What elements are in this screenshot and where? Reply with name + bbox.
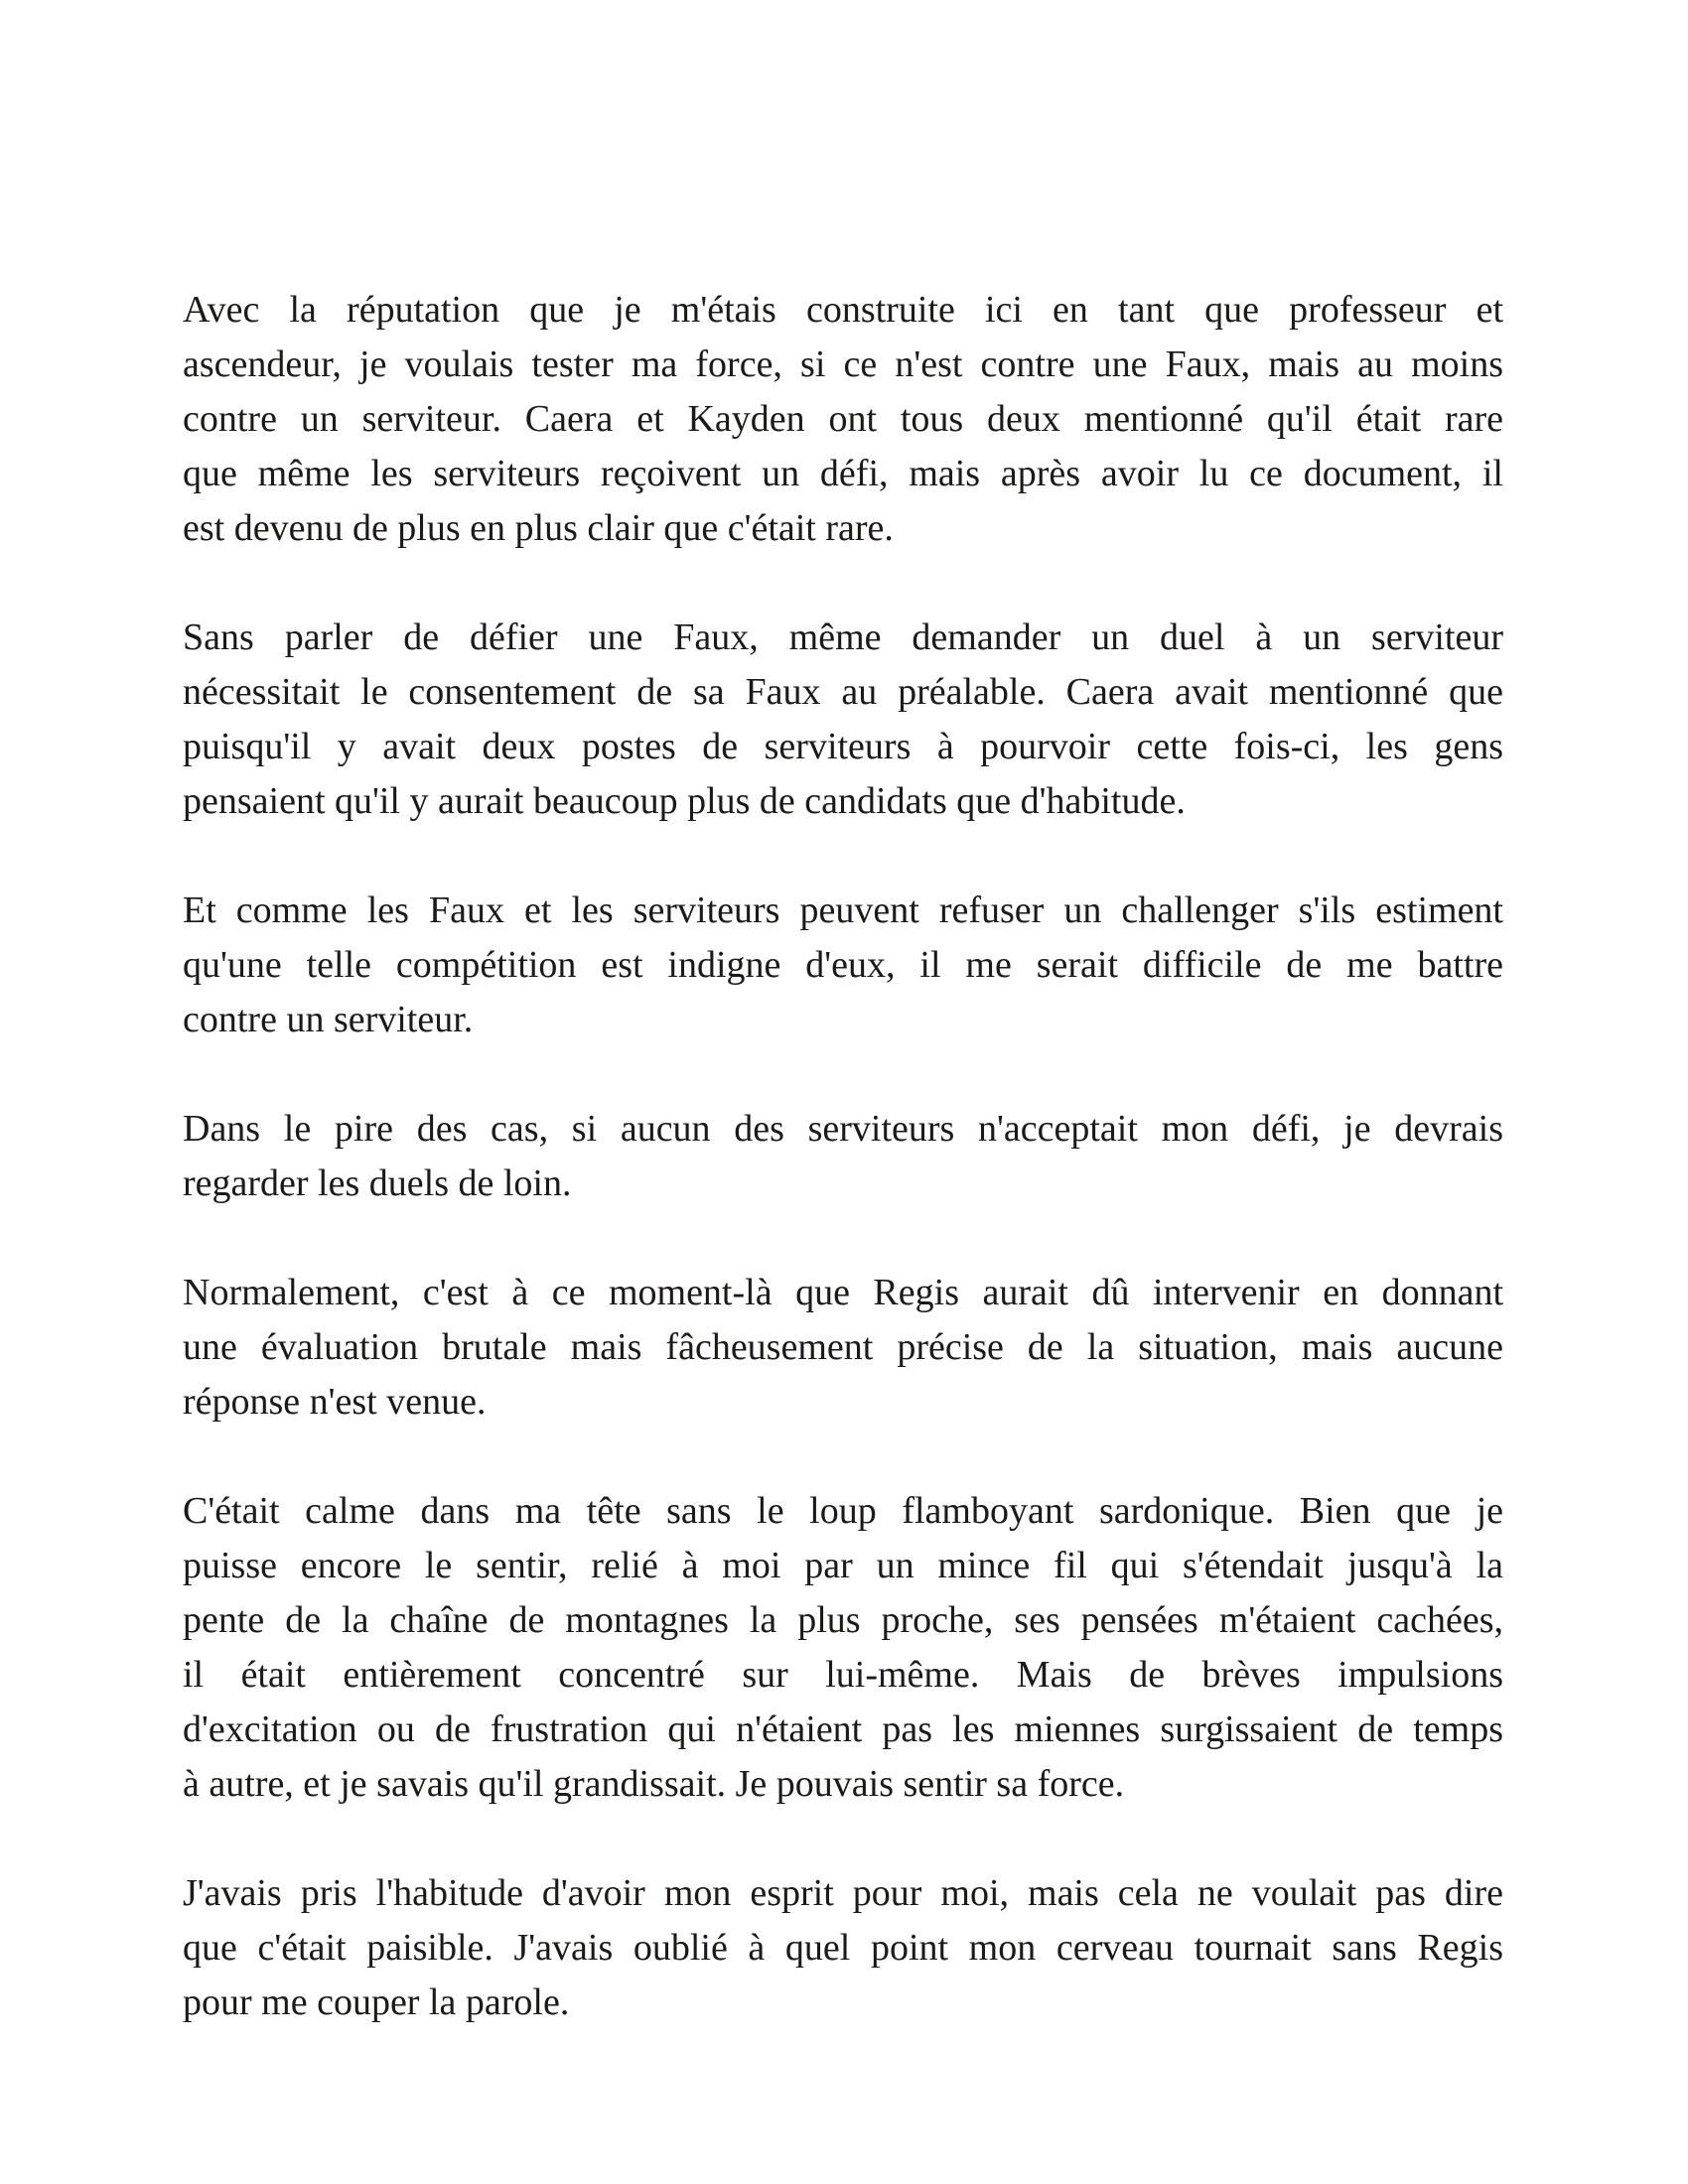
paragraph-4	[183, 1102, 1503, 1211]
paragraph-6	[183, 1484, 1503, 1812]
text-line: Avec la réputation que je m'étais construite ici en tant que professeur et	[183, 289, 1503, 331]
text-line: nécessitait le consentement de sa Faux au préalable. Caera avait mentionné que	[183, 671, 1503, 713]
text-line: Et comme les Faux et les serviteurs peuvent refuser un challenger s'ils estiment	[183, 889, 1503, 931]
paragraph-2	[183, 611, 1503, 829]
text-line: regarder les duels de loin.	[183, 1162, 572, 1204]
text-line: pente de la chaîne de montagnes la plus proche, ses pensées m'étaient cachées,	[183, 1599, 1503, 1641]
text-line: ascendeur, je voulais tester ma force, si ce n'est contre une Faux, mais au moins	[183, 343, 1503, 385]
text-line: contre un serviteur. Caera et Kayden ont tous deux mentionné qu'il était rare	[183, 398, 1503, 440]
text-line: à autre, et je savais qu'il grandissait. Je pouvais sentir sa force.	[183, 1763, 1125, 1805]
paragraph-5	[183, 1266, 1503, 1430]
text-line: qu'une telle compétition est indigne d'eux, il me serait difficile de me battre	[183, 944, 1503, 986]
text-line: que même les serviteurs reçoivent un défi, mais après avoir lu ce document, il	[183, 453, 1503, 494]
text-line: est devenu de plus en plus clair que c'était rare.	[183, 507, 894, 549]
text-line: Normalement, c'est à ce moment-là que Regis aurait dû intervenir en donnant	[183, 1272, 1503, 1313]
paragraph-7	[183, 1866, 1503, 2030]
text-line: Dans le pire des cas, si aucun des serviteurs n'acceptait mon défi, je devrais	[183, 1108, 1503, 1150]
document-page	[183, 283, 1503, 2085]
text-line: d'excitation ou de frustration qui n'étaient pas les miennes surgissaient de temps	[183, 1708, 1503, 1750]
text-line: Sans parler de défier une Faux, même demander un duel à un serviteur	[183, 616, 1503, 658]
text-line: que c'était paisible. J'avais oublié à quel point mon cerveau tournait sans Regis	[183, 1927, 1503, 1969]
text-line: contre un serviteur.	[183, 999, 474, 1040]
text-line: pensaient qu'il y aurait beaucoup plus de candidats que d'habitude.	[183, 780, 1186, 822]
text-line: réponse n'est venue.	[183, 1381, 487, 1423]
text-line: une évaluation brutale mais fâcheusement précise de la situation, mais aucune	[183, 1326, 1503, 1368]
paragraph-3	[183, 884, 1503, 1047]
text-line: puisqu'il y avait deux postes de serviteurs à pourvoir cette fois-ci, les gens	[183, 726, 1503, 767]
text-line: C'était calme dans ma tête sans le loup flamboyant sardonique. Bien que je	[183, 1490, 1503, 1532]
text-line: pour me couper la parole.	[183, 1981, 570, 2023]
text-line: J'avais pris l'habitude d'avoir mon esprit pour moi, mais cela ne voulait pas dire	[183, 1872, 1503, 1914]
paragraph-1	[183, 283, 1503, 556]
text-line: il était entièrement concentré sur lui-même. Mais de brèves impulsions	[183, 1654, 1503, 1696]
text-line: puisse encore le sentir, relié à moi par un mince fil qui s'étendait jusqu'à la	[183, 1545, 1503, 1586]
